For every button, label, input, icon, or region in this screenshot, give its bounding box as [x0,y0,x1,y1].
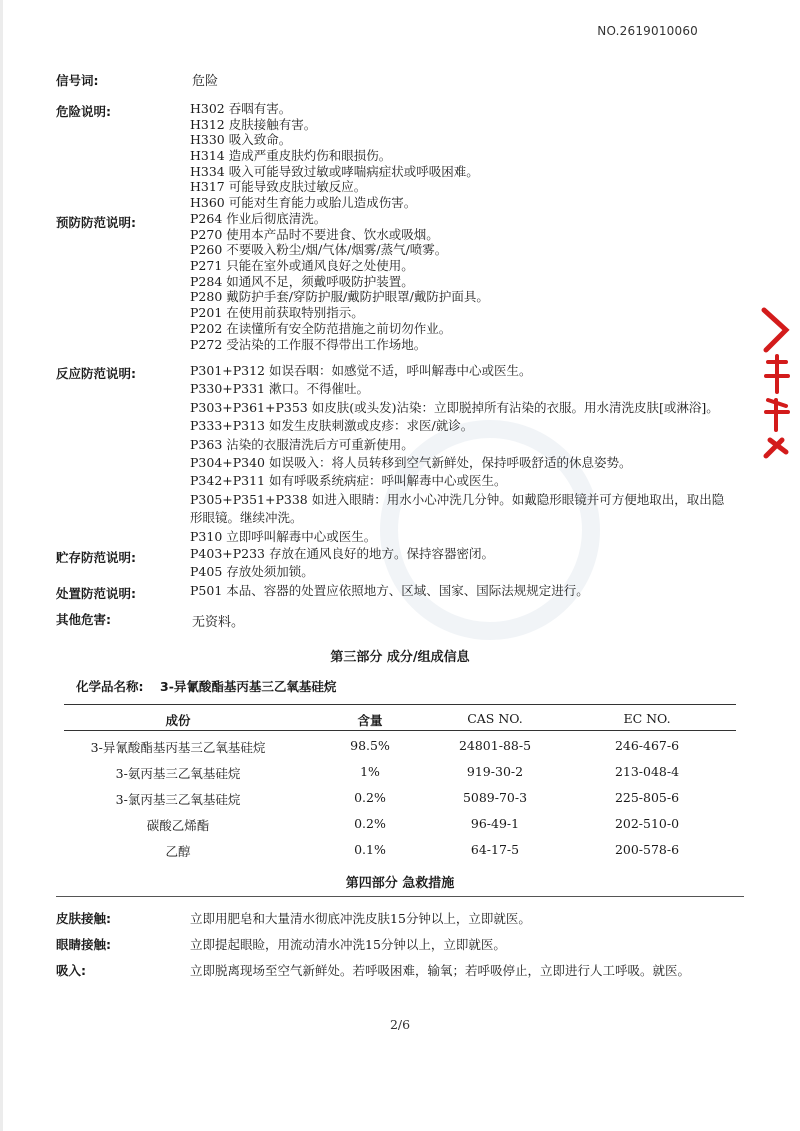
prevention-line: P201 在使用前获取特别指示。 [190,305,364,321]
response-line: P303+P361+P353 如皮肤(或头发)沾染：立即脱掉所有沾染的衣服。用水清洗皮肤[或淋浴]。 [190,399,719,415]
cell-ec: 225-805-6 [614,790,680,805]
cell-cas: 919-30-2 [466,764,524,779]
stamp-graphic [756,300,796,460]
hazard-line: H330 吸入致命。 [190,132,292,148]
response-line: P305+P351+P338 如进入眼睛：用水小心冲洗几分钟。如戴隐形眼镜并可方便地取出，取出隐 [190,491,725,507]
response-line: 形眼镜。继续冲洗。 [190,510,303,526]
cell-content: 1% [360,764,380,779]
hazard-line: H302 吞咽有害。 [190,101,292,116]
section-4-rule [56,896,744,897]
table-top-rule [64,704,736,705]
signal-word-value: 危险 [192,74,219,89]
disposal-list [190,582,589,600]
hazard-line: H317 可能导致皮肤过敏反应。 [190,179,367,195]
page-number: 2/6 [389,1017,411,1032]
other-hazards-label: 其他危害: [56,612,111,627]
cell-component: 乙醇 [165,844,191,859]
disposal-line: P501 本品、容器的处置应依照地方、区域、国家、国际法规规定进行。 [190,583,589,598]
response-line: P330+P331 漱口。不得催吐。 [190,381,369,397]
header-cas-no: CAS NO. [467,711,523,726]
prevention-list [190,211,489,352]
hazard-statements-label: 危险说明: [56,104,111,119]
prevention-line: P264 作业后彻底清洗。 [190,211,327,226]
cell-cas: 5089-70-3 [462,790,528,805]
other-hazards-value: 无资料。 [192,615,245,630]
storage-line: P405 存放处须加锁。 [190,564,314,580]
prevention-line: P270 使用本产品时不要进食、饮水或吸烟。 [190,226,439,242]
first-aid-eye-label: 眼睛接触: [56,937,111,952]
chemical-name-label: 化学品名称: [76,679,144,694]
cell-component: 碳酸乙烯酯 [146,818,210,833]
document-number: NO.2619010060 [597,24,698,38]
prevention-line: P202 在读懂所有安全防范措施之前切勿作业。 [190,320,452,336]
cell-content: 0.1% [354,842,386,857]
hazard-statements-list [190,101,479,211]
prevention-line: P280 戴防护手套/穿防护服/戴防护眼罩/戴防护面具。 [190,289,489,305]
chemical-name-value: 3-异氰酸酯基丙基三乙氧基硅烷 [160,679,337,694]
cell-content: 98.5% [350,738,390,753]
cell-cas: 64-17-5 [470,842,520,857]
header-content: 含量 [357,713,383,728]
first-aid-inhalation-label: 吸入: [56,963,86,978]
hazard-line: H314 造成严重皮肤灼伤和眼损伤。 [190,148,392,164]
cell-component: 3-异氰酸酯基丙基三乙氧基硅烷 [90,740,266,755]
response-line: P342+P311 如有呼吸系统病症：呼叫解毒中心或医生。 [190,473,507,489]
response-line: P363 沾染的衣服清洗后方可重新使用。 [190,436,414,452]
header-ec-no: EC NO. [623,711,671,726]
first-aid-skin-text: 立即用肥皂和大量清水彻底冲洗皮肤15分钟以上，立即就医。 [190,911,531,926]
prevention-line: P284 如通风不足，须戴呼吸防护装置。 [190,273,414,289]
header-component: 成份 [165,713,191,728]
prevention-line: P272 受沾染的工作服不得带出工作场地。 [190,336,427,352]
prevention-line: P271 只能在室外或通风良好之处使用。 [190,258,414,274]
table-header-rule [64,730,736,731]
storage-list [190,545,494,582]
response-line: P301+P312 如误吞咽：如感觉不适，呼叫解毒中心或医生。 [190,363,532,378]
hazard-line: H334 吸入可能导致过敏或哮喘病症状或呼吸困难。 [190,163,479,179]
cell-ec: 213-048-4 [614,764,680,779]
response-line: P310 立即呼叫解毒中心或医生。 [190,528,377,544]
response-line: P333+P313 如发生皮肤刺激或皮疹：求医/就诊。 [190,418,474,434]
cell-content: 0.2% [354,790,386,805]
storage-label: 贮存防范说明: [56,550,136,565]
cell-ec: 202-510-0 [614,816,680,831]
prevention-label: 预防防范说明: [56,215,136,230]
response-list [190,362,724,546]
first-aid-eye-text: 立即提起眼睑，用流动清水冲洗15分钟以上，立即就医。 [190,937,506,952]
cell-cas: 24801-88-5 [458,738,532,753]
section-3-title: 第三部分 成分/组成信息 [330,650,470,665]
red-stamp-mark [756,300,796,460]
cell-cas: 96-49-1 [470,816,520,831]
cell-component: 3-氯丙基三乙氧基硅烷 [115,792,241,807]
hazard-line: H360 可能对生育能力或胎儿造成伤害。 [190,195,417,211]
cell-ec: 246-467-6 [614,738,680,753]
cell-ec: 200-578-6 [614,842,680,857]
disposal-label: 处置防范说明: [56,586,136,601]
signal-word-label: 信号词: [56,73,99,88]
response-label: 反应防范说明: [56,366,136,381]
section-4-title: 第四部分 急救措施 [345,876,455,891]
storage-line: P403+P233 存放在通风良好的地方。保持容器密闭。 [190,546,494,561]
prevention-line: P260 不要吸入粉尘/烟/气体/烟雾/蒸气/喷雾。 [190,242,448,258]
first-aid-skin-label: 皮肤接触: [56,911,111,926]
first-aid-inhalation-text: 立即脱离现场至空气新鲜处。若呼吸困难，输氧；若呼吸停止，立即进行人工呼吸。就医。 [190,963,691,978]
cell-component: 3-氨丙基三乙氧基硅烷 [115,766,241,781]
hazard-line: H312 皮肤接触有害。 [190,116,317,132]
cell-content: 0.2% [354,816,386,831]
response-line: P304+P340 如误吸入：将人员转移到空气新鲜处，保持呼吸舒适的休息姿势。 [190,454,632,470]
